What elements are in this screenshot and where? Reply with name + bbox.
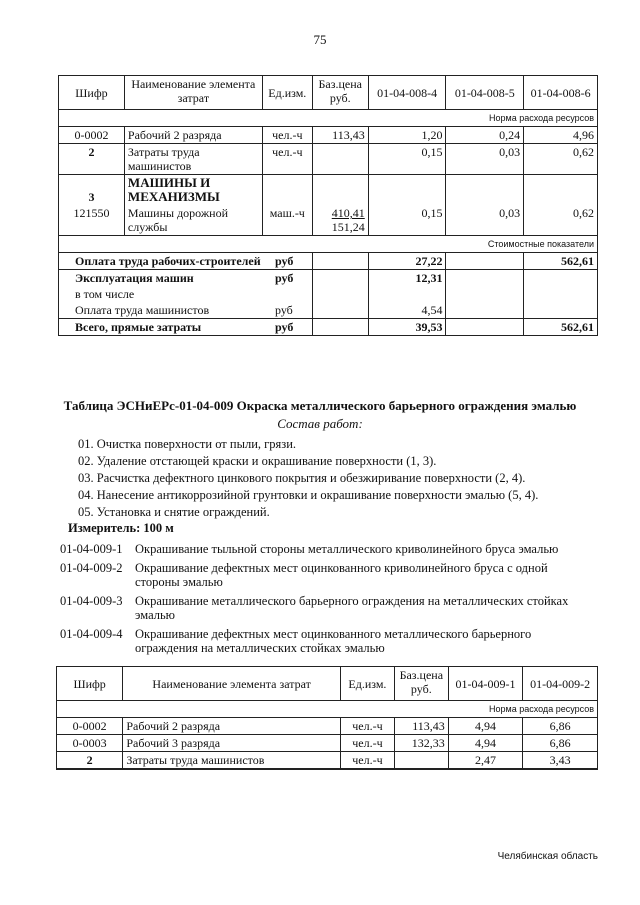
row-value-2: 3,43 (523, 752, 598, 770)
norm-label: Норма расхода ресурсов (59, 110, 598, 127)
norm-label-row (59, 110, 598, 127)
empty-cell (368, 175, 446, 206)
cost-name: Оплата труда машинистов (75, 303, 210, 317)
cost-name-cell (59, 270, 313, 287)
header-col3: 01-04-008-6 (524, 76, 598, 110)
machines-section-row (59, 175, 598, 206)
empty-cell (312, 253, 368, 270)
row-name: Рабочий 3 разряда (123, 735, 341, 752)
cost-value-3: 562,61 (524, 319, 598, 336)
cost-value-1: 4,54 (368, 302, 446, 319)
row-price: 113,43 (394, 718, 448, 735)
empty-cell (312, 286, 368, 302)
row-unit: чел.-ч (262, 144, 312, 175)
row-name: Рабочий 2 разряда (123, 718, 341, 735)
page-number: 75 (313, 32, 327, 47)
cost-row (59, 270, 598, 287)
row-value-3: 4,96 (524, 127, 598, 144)
row-value-2: 6,86 (523, 718, 598, 735)
empty-cell (312, 319, 368, 336)
table-header-row (57, 667, 598, 701)
row-price (394, 752, 448, 770)
cost-unit: руб (275, 303, 293, 317)
price-top: 410,41 (331, 206, 365, 220)
cost-name: в том числе (75, 287, 135, 301)
row-value-1: 4,94 (448, 735, 523, 752)
cost-row (59, 253, 598, 270)
header-price: Баз.цена руб. (394, 667, 448, 701)
row-code: 2 (57, 752, 123, 770)
row-unit: чел.-ч (262, 127, 312, 144)
cost-name: Оплата труда рабочих-строителей (75, 254, 261, 268)
empty-cell (446, 286, 524, 302)
cost-value-1: 39,53 (368, 319, 446, 336)
empty-cell (524, 175, 598, 206)
section-subtitle: Состав работ: (277, 416, 363, 431)
row-code: 2 (59, 144, 125, 175)
table-row (59, 144, 598, 175)
cost-label-row (59, 236, 598, 253)
row-unit: чел.-ч (340, 735, 394, 752)
cost-row (59, 302, 598, 319)
cost-name-cell (59, 253, 313, 270)
cost-unit: руб (275, 271, 294, 285)
code-label: 01-04-009-4 (60, 627, 123, 641)
row-code: 0-0003 (57, 735, 123, 752)
header-col1: 01-04-009-1 (448, 667, 523, 701)
empty-cell (312, 175, 368, 206)
empty-cell (446, 175, 524, 206)
empty-cell (312, 270, 368, 287)
code-label: 01-04-009-3 (60, 594, 123, 608)
cost-value-3: 562,61 (524, 253, 598, 270)
table-row (57, 718, 598, 735)
header-unit: Ед.изм. (340, 667, 394, 701)
row-price: 132,33 (394, 735, 448, 752)
table-row (59, 205, 598, 236)
row-value-1: 2,47 (448, 752, 523, 770)
section-code: 3 (59, 175, 125, 206)
empty-cell (312, 302, 368, 319)
header-unit: Ед.изм. (262, 76, 312, 110)
resource-table-008 (58, 75, 598, 336)
table-row (59, 127, 598, 144)
cost-unit: руб (275, 254, 294, 268)
table-row (57, 735, 598, 752)
measurer: Измеритель: 100 м (68, 521, 174, 535)
table-header-row (59, 76, 598, 110)
row-price: 113,43 (312, 127, 368, 144)
header-col2: 01-04-009-2 (523, 667, 598, 701)
row-value-3: 0,62 (524, 205, 598, 236)
cost-row (59, 286, 598, 302)
row-value-2: 0,03 (446, 144, 524, 175)
section-name: МАШИНЫ И МЕХАНИЗМЫ (124, 175, 262, 206)
row-value-3: 0,62 (524, 144, 598, 175)
row-value-1: 1,20 (368, 127, 446, 144)
header-name: Наименование элемента затрат (124, 76, 262, 110)
code-description: Окрашивание тыльной стороны металлического криволинейного бруса эмалью (135, 542, 559, 556)
cost-row-total (59, 319, 598, 336)
empty-cell (446, 270, 524, 287)
code-description: Окрашивание металлического барьерного ограждения на металлических стойках эмалью (135, 594, 569, 622)
cost-value-1: 27,22 (368, 253, 446, 270)
table-row (57, 752, 598, 770)
row-code: 121550 (59, 205, 125, 236)
cost-name-cell (59, 319, 313, 336)
row-value-2: 6,86 (523, 735, 598, 752)
price-bottom: 151,24 (331, 220, 365, 234)
cost-name-cell (59, 302, 313, 319)
row-value-1: 0,15 (368, 144, 446, 175)
empty-cell (446, 319, 524, 336)
norm-label-row (57, 701, 598, 718)
work-item: 03. Расчистка дефектного цинкового покрытия и обезжиривание поверхности (2, 4). (78, 471, 526, 485)
header-price: Баз.цена руб. (312, 76, 368, 110)
work-item: 02. Удаление отстающей краски и окрашивание поверхности (1, 3). (78, 454, 437, 468)
header-col2: 01-04-008-5 (446, 76, 524, 110)
row-value-1: 4,94 (448, 718, 523, 735)
empty-cell (262, 175, 312, 206)
code-description: Окрашивание дефектных мест оцинкованного металлического барьерного ограждения на металлических стойках эмалью (135, 627, 532, 655)
row-price (312, 144, 368, 175)
cost-name-cell (59, 286, 313, 302)
row-price (312, 205, 368, 236)
work-item: 01. Очистка поверхности от пыли, грязи. (78, 437, 297, 451)
row-value-1: 0,15 (368, 205, 446, 236)
norm-label: Норма расхода ресурсов (57, 701, 598, 718)
empty-cell (446, 302, 524, 319)
cost-value-1: 12,31 (368, 270, 446, 287)
section-title: Таблица ЭСНиЕРс-01-04-009 Окраска металлического барьерного ограждения эмалью (63, 398, 577, 413)
row-name: Рабочий 2 разряда (124, 127, 262, 144)
work-item: 05. Установка и снятие ограждений. (78, 505, 270, 519)
cost-value-3 (524, 270, 598, 287)
row-value-2: 0,03 (446, 205, 524, 236)
header-code: Шифр (57, 667, 123, 701)
cost-value-3 (524, 286, 598, 302)
cost-label: Стоимостные показатели (59, 236, 598, 253)
cost-value-3 (524, 302, 598, 319)
row-unit: чел.-ч (340, 752, 394, 770)
resource-table-009 (56, 666, 598, 770)
row-code: 0-0002 (59, 127, 125, 144)
cost-name: Эксплуатация машин (75, 271, 194, 285)
row-name: Затраты труда машинистов (124, 144, 262, 175)
cost-unit: руб (275, 320, 294, 334)
row-unit: чел.-ч (340, 718, 394, 735)
row-value-2: 0,24 (446, 127, 524, 144)
code-label: 01-04-009-1 (60, 542, 123, 556)
header-name: Наименование элемента затрат (123, 667, 341, 701)
row-code: 0-0002 (57, 718, 123, 735)
code-description: Окрашивание дефектных мест оцинкованного криволинейного бруса с одной стороны эмалью (135, 561, 548, 589)
row-name: Машины дорожной службы (124, 205, 262, 236)
row-unit: маш.-ч (262, 205, 312, 236)
header-col1: 01-04-008-4 (368, 76, 446, 110)
cost-value-1 (368, 286, 446, 302)
cost-name: Всего, прямые затраты (75, 320, 202, 334)
work-item: 04. Нанесение антикоррозийной грунтовки и окрашивание поверхности эмалью (5, 4). (78, 488, 539, 502)
code-label: 01-04-009-2 (60, 561, 123, 575)
row-name: Затраты труда машинистов (123, 752, 341, 770)
footer-region: Челябинская область (497, 851, 598, 862)
empty-cell (446, 253, 524, 270)
header-code: Шифр (59, 76, 125, 110)
